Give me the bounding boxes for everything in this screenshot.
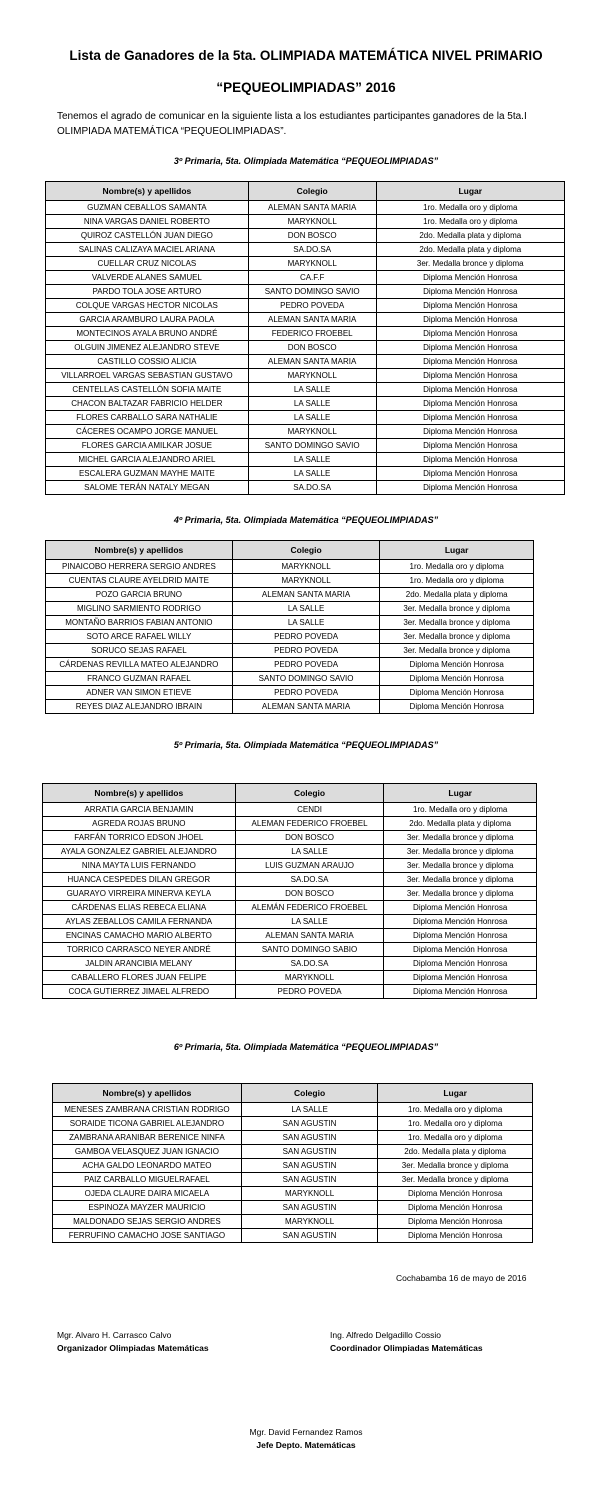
cell-school: SAN AGUSTIN [241, 1131, 377, 1145]
document-title: Lista de Ganadores de la 5ta. OLIMPIADA MATEMÁTICA NIVEL PRIMARIO [69, 48, 543, 63]
cell-place: 1ro. Medalla oro y diploma [380, 574, 534, 588]
header-name: Nombre(s) y apellidos [46, 541, 233, 560]
table-row [46, 243, 565, 257]
cell-school: ALEMAN SANTA MARIA [235, 929, 384, 943]
table-row [46, 355, 565, 369]
signature-role: Jefe Depto. Matemáticas [256, 1440, 356, 1450]
table-row [46, 327, 565, 341]
cell-name: VALVERDE ALANES SAMUEL [46, 271, 249, 285]
table-row [43, 901, 537, 915]
cell-place: 1ro. Medalla oro y diploma [380, 560, 534, 574]
cell-place: 2do. Medalla plata y diploma [378, 1145, 533, 1159]
cell-name: CÁCERES OCAMPO JORGE MANUEL [46, 425, 249, 439]
table-row [46, 369, 565, 383]
cell-place: 1ro. Medalla oro y diploma [378, 1117, 533, 1131]
cell-name: FERRUFINO CAMACHO JOSE SANTIAGO [53, 1229, 242, 1243]
cell-name: CENTELLAS CASTELLÓN SOFIA MAITE [46, 383, 249, 397]
table-row [46, 271, 565, 285]
table-row [46, 411, 565, 425]
cell-school: CENDI [235, 803, 384, 817]
table-row [46, 299, 565, 313]
table-row [46, 257, 565, 271]
table-row [53, 1173, 533, 1187]
signature-name: Mgr. David Fernandez Ramos [249, 1427, 363, 1437]
cell-school: MARYKNOLL [232, 574, 380, 588]
cell-place: Diploma Mención Honrosa [376, 397, 564, 411]
cell-school: PEDRO POVEDA [232, 644, 380, 658]
cell-name: COLQUE VARGAS HECTOR NICOLAS [46, 299, 249, 313]
cell-school: MARYKNOLL [248, 257, 376, 271]
table-row [46, 383, 565, 397]
table-row [46, 341, 565, 355]
table-row [46, 658, 534, 672]
cell-school: MARYKNOLL [241, 1187, 377, 1201]
cell-school: SANTO DOMINGO SAVIO [248, 439, 376, 453]
cell-place: Diploma Mención Honrosa [376, 341, 564, 355]
cell-place: 3er. Medalla bronce y diploma [384, 887, 537, 901]
cell-name: HUANCA CESPEDES DILAN GREGOR [43, 873, 236, 887]
cell-school: SA.DO.SA [235, 957, 384, 971]
cell-place: Diploma Mención Honrosa [380, 658, 534, 672]
table-row [43, 803, 537, 817]
cell-place: Diploma Mención Honrosa [384, 901, 537, 915]
table-row [46, 686, 534, 700]
cell-place: Diploma Mención Honrosa [378, 1187, 533, 1201]
section-title-3rd-grade: 3º Primaria, 5ta. Olimpiada Matemática “PEQUEOLIMPIADAS” [173, 156, 439, 166]
cell-name: NINA VARGAS DANIEL ROBERTO [46, 215, 249, 229]
cell-name: AGREDA ROJAS BRUNO [43, 817, 236, 831]
cell-school: SANTO DOMINGO SAVIO [248, 285, 376, 299]
cell-place: 3er. Medalla bronce y diploma [378, 1173, 533, 1187]
cell-place: 1ro. Medalla oro y diploma [378, 1103, 533, 1117]
signature-organizer [57, 1330, 209, 1353]
cell-place: 3er. Medalla bronce y diploma [380, 602, 534, 616]
section-title-4th-grade: 4º Primaria, 5ta. Olimpiada Matemática “PEQUEOLIMPIADAS” [173, 515, 439, 525]
document-date: Cochabamba 16 de mayo de 2016 [396, 1273, 527, 1283]
table-row [46, 425, 565, 439]
table-row [43, 985, 537, 999]
cell-place: 3er. Medalla bronce y diploma [384, 845, 537, 859]
cell-name: NINA MAYTA LUIS FERNANDO [43, 859, 236, 873]
cell-place: Diploma Mención Honrosa [380, 700, 534, 714]
cell-place: 3er. Medalla bronce y diploma [384, 831, 537, 845]
cell-school: ALEMAN SANTA MARIA [248, 313, 376, 327]
cell-place: Diploma Mención Honrosa [378, 1201, 533, 1215]
cell-place: 1ro. Medalla oro y diploma [384, 803, 537, 817]
cell-school: PEDRO POVEDA [232, 630, 380, 644]
cell-place: Diploma Mención Honrosa [376, 383, 564, 397]
cell-place: 2do. Medalla plata y diploma [384, 817, 537, 831]
cell-school: SAN AGUSTIN [241, 1145, 377, 1159]
cell-place: Diploma Mención Honrosa [376, 299, 564, 313]
table-row [46, 644, 534, 658]
cell-place: Diploma Mención Honrosa [384, 915, 537, 929]
table-row [46, 588, 534, 602]
cell-school: LA SALLE [232, 616, 380, 630]
cell-name: SORUCO SEJAS RAFAEL [46, 644, 233, 658]
table-row [43, 845, 537, 859]
cell-name: FARFÁN TORRICO EDSON JHOEL [43, 831, 236, 845]
cell-name: MONTECINOS AYALA BRUNO ANDRÉ [46, 327, 249, 341]
cell-school: MARYKNOLL [235, 971, 384, 985]
table-row [46, 201, 565, 215]
cell-name: AYLAS ZEBALLOS CAMILA FERNANDA [43, 915, 236, 929]
cell-place: 1ro. Medalla oro y diploma [378, 1131, 533, 1145]
table-row [46, 285, 565, 299]
cell-place: Diploma Mención Honrosa [380, 686, 534, 700]
cell-place: 3er. Medalla bronce y diploma [380, 630, 534, 644]
cell-school: ALEMAN SANTA MARIA [232, 588, 380, 602]
cell-school: ALEMAN SANTA MARIA [248, 355, 376, 369]
table-row [46, 313, 565, 327]
cell-place: Diploma Mención Honrosa [376, 313, 564, 327]
cell-place: Diploma Mención Honrosa [384, 985, 537, 999]
table-row [46, 630, 534, 644]
header-name: Nombre(s) y apellidos [46, 182, 249, 201]
header-school: Colegio [248, 182, 376, 201]
winners-table-4th-grade [45, 540, 534, 714]
signature-department-head [0, 1427, 612, 1450]
cell-name: ZAMBRANA ARANIBAR BERENICE NINFA [53, 1131, 242, 1145]
cell-name: ADNER VAN SIMON ETIEVE [46, 686, 233, 700]
winners-table-5th-grade [42, 783, 537, 999]
table-header-row [46, 541, 534, 560]
cell-school: MARYKNOLL [232, 560, 380, 574]
cell-school: CA.F.F [248, 271, 376, 285]
cell-school: MARYKNOLL [241, 1215, 377, 1229]
table-row [46, 700, 534, 714]
cell-place: Diploma Mención Honrosa [378, 1229, 533, 1243]
cell-place: 1ro. Medalla oro y diploma [376, 215, 564, 229]
cell-school: LA SALLE [248, 383, 376, 397]
table-row [43, 887, 537, 901]
header-name: Nombre(s) y apellidos [53, 1084, 242, 1103]
table-header-row [53, 1084, 533, 1103]
cell-name: PAIZ CARBALLO MIGUELRAFAEL [53, 1173, 242, 1187]
cell-name: GARCIA ARAMBURO LAURA PAOLA [46, 313, 249, 327]
table-row [53, 1103, 533, 1117]
cell-name: CÁRDENAS REVILLA MATEO ALEJANDRO [46, 658, 233, 672]
cell-name: COCA GUTIERREZ JIMAEL ALFREDO [43, 985, 236, 999]
table-row [43, 943, 537, 957]
header-place: Lugar [380, 541, 534, 560]
table-row [53, 1229, 533, 1243]
cell-school: LA SALLE [235, 845, 384, 859]
cell-name: PINAICOBO HERRERA SERGIO ANDRES [46, 560, 233, 574]
cell-name: SALINAS CALIZAYA MACIEL ARIANA [46, 243, 249, 257]
table-row [46, 481, 565, 495]
cell-place: Diploma Mención Honrosa [384, 943, 537, 957]
cell-place: Diploma Mención Honrosa [380, 672, 534, 686]
cell-name: ARRATIA GARCIA BENJAMIN [43, 803, 236, 817]
cell-name: SORAIDE TICONA GABRIEL ALEJANDRO [53, 1117, 242, 1131]
table-row [53, 1187, 533, 1201]
cell-name: PARDO TOLA JOSE ARTURO [46, 285, 249, 299]
cell-school: PEDRO POVEDA [235, 985, 384, 999]
cell-school: SAN AGUSTIN [241, 1201, 377, 1215]
cell-school: LA SALLE [241, 1103, 377, 1117]
section-title-5th-grade: 5º Primaria, 5ta. Olimpiada Matemática “PEQUEOLIMPIADAS” [173, 740, 439, 750]
winners-table-3rd-grade [45, 181, 565, 495]
table-row [46, 560, 534, 574]
header-place: Lugar [376, 182, 564, 201]
table-row [43, 859, 537, 873]
cell-school: MARYKNOLL [248, 369, 376, 383]
table-row [53, 1117, 533, 1131]
cell-school: PEDRO POVEDA [232, 658, 380, 672]
cell-name: MICHEL GARCIA ALEJANDRO ARIEL [46, 453, 249, 467]
cell-school: SAN AGUSTIN [241, 1173, 377, 1187]
header-school: Colegio [241, 1084, 377, 1103]
cell-name: SALOME TERÁN NATALY MEGAN [46, 481, 249, 495]
header-name: Nombre(s) y apellidos [43, 784, 236, 803]
cell-place: Diploma Mención Honrosa [376, 481, 564, 495]
cell-school: LA SALLE [248, 467, 376, 481]
table-row [46, 574, 534, 588]
cell-place: Diploma Mención Honrosa [384, 957, 537, 971]
cell-name: JALDIN ARANCIBIA MELANY [43, 957, 236, 971]
cell-name: TORRICO CARRASCO NEYER ANDRÉ [43, 943, 236, 957]
cell-place: 2do. Medalla plata y diploma [376, 229, 564, 243]
cell-name: MENESES ZAMBRANA CRISTIAN RODRIGO [53, 1103, 242, 1117]
cell-name: REYES DIAZ ALEJANDRO IBRAIN [46, 700, 233, 714]
cell-school: LA SALLE [248, 453, 376, 467]
cell-name: AYALA GONZALEZ GABRIEL ALEJANDRO [43, 845, 236, 859]
cell-name: CASTILLO COSSIO ALICIA [46, 355, 249, 369]
cell-school: SA.DO.SA [248, 481, 376, 495]
cell-place: 1ro. Medalla oro y diploma [376, 201, 564, 215]
cell-place: Diploma Mención Honrosa [378, 1215, 533, 1229]
cell-name: ACHA GALDO LEONARDO MATEO [53, 1159, 242, 1173]
cell-place: Diploma Mención Honrosa [376, 467, 564, 481]
cell-school: LA SALLE [248, 411, 376, 425]
cell-school: LA SALLE [248, 397, 376, 411]
cell-name: VILLARROEL VARGAS SEBASTIAN GUSTAVO [46, 369, 249, 383]
table-row [43, 971, 537, 985]
cell-place: 3er. Medalla bronce y diploma [376, 257, 564, 271]
cell-school: DON BOSCO [235, 831, 384, 845]
cell-school: LA SALLE [235, 915, 384, 929]
table-row [46, 453, 565, 467]
cell-place: 3er. Medalla bronce y diploma [380, 644, 534, 658]
cell-school: SAN AGUSTIN [241, 1159, 377, 1173]
cell-school: DON BOSCO [235, 887, 384, 901]
signature-role: Organizador Olimpiadas Matemáticas [57, 1343, 209, 1353]
cell-school: SANTO DOMINGO SAVIO [232, 672, 380, 686]
cell-name: CHACON BALTAZAR FABRICIO HELDER [46, 397, 249, 411]
cell-place: 3er. Medalla bronce y diploma [384, 859, 537, 873]
cell-name: OJEDA CLAURE DAIRA MICAELA [53, 1187, 242, 1201]
cell-name: QUIROZ CASTELLÓN JUAN DIEGO [46, 229, 249, 243]
table-row [53, 1159, 533, 1173]
cell-school: SA.DO.SA [235, 873, 384, 887]
section-title-6th-grade: 6º Primaria, 5ta. Olimpiada Matemática “PEQUEOLIMPIADAS” [173, 1042, 439, 1052]
table-row [46, 229, 565, 243]
table-row [53, 1131, 533, 1145]
cell-place: 2do. Medalla plata y diploma [380, 588, 534, 602]
cell-place: 3er. Medalla bronce y diploma [384, 873, 537, 887]
cell-name: GUZMAN CEBALLOS SAMANTA [46, 201, 249, 215]
cell-place: Diploma Mención Honrosa [376, 271, 564, 285]
cell-name: CÁRDENAS ELIAS REBECA ELIANA [43, 901, 236, 915]
table-row [46, 467, 565, 481]
cell-place: Diploma Mención Honrosa [376, 355, 564, 369]
cell-name: FRANCO GUZMAN RAFAEL [46, 672, 233, 686]
cell-place: Diploma Mención Honrosa [376, 425, 564, 439]
header-place: Lugar [378, 1084, 533, 1103]
header-place: Lugar [384, 784, 537, 803]
cell-school: LA SALLE [232, 602, 380, 616]
cell-place: Diploma Mención Honrosa [376, 327, 564, 341]
cell-name: CUENTAS CLAURE AYELDRID MAITE [46, 574, 233, 588]
cell-place: 2do. Medalla plata y diploma [376, 243, 564, 257]
cell-school: DON BOSCO [248, 341, 376, 355]
signature-name: Ing. Alfredo Delgadillo Cossio [330, 1330, 442, 1340]
table-row [46, 439, 565, 453]
table-row [46, 397, 565, 411]
cell-name: CUELLAR CRUZ NICOLAS [46, 257, 249, 271]
cell-place: Diploma Mención Honrosa [384, 971, 537, 985]
cell-name: FLORES CARBALLO SARA NATHALIE [46, 411, 249, 425]
cell-school: FEDERICO FROEBEL [248, 327, 376, 341]
cell-place: Diploma Mención Honrosa [376, 411, 564, 425]
table-header-row [46, 182, 565, 201]
cell-school: SA.DO.SA [248, 243, 376, 257]
cell-name: MONTAÑO BARRIOS FABIAN ANTONIO [46, 616, 233, 630]
cell-school: ALEMAN SANTA MARIA [248, 201, 376, 215]
cell-school: DON BOSCO [248, 229, 376, 243]
cell-place: 3er. Medalla bronce y diploma [380, 616, 534, 630]
table-row [43, 915, 537, 929]
cell-name: ESPINOZA MAYZER MAURICIO [53, 1201, 242, 1215]
cell-place: Diploma Mención Honrosa [376, 285, 564, 299]
table-row [53, 1145, 533, 1159]
cell-school: PEDRO POVEDA [232, 686, 380, 700]
table-row [46, 602, 534, 616]
signature-name: Mgr. Alvaro H. Carrasco Calvo [57, 1330, 172, 1340]
cell-name: GUARAYO VIRREIRA MINERVA KEYLA [43, 887, 236, 901]
table-row [46, 215, 565, 229]
intro-paragraph: Tenemos el agrado de comunicar en la siguiente lista a los estudiantes participantes ganadores de la 5ta.I OLIMPIADA MATEMÁTICA “PEQUEOLIMPIADAS”. [57, 111, 527, 137]
table-row [43, 929, 537, 943]
cell-school: MARYKNOLL [248, 425, 376, 439]
table-row [43, 817, 537, 831]
cell-school: ALEMAN SANTA MARIA [232, 700, 380, 714]
cell-name: OLGUIN JIMENEZ ALEJANDRO STEVE [46, 341, 249, 355]
header-school: Colegio [232, 541, 380, 560]
cell-school: ALEMAN FEDERICO FROEBEL [235, 817, 384, 831]
cell-name: MIGLINO SARMIENTO RODRIGO [46, 602, 233, 616]
table-row [43, 957, 537, 971]
table-header-row [43, 784, 537, 803]
cell-name: SOTO ARCE RAFAEL WILLY [46, 630, 233, 644]
cell-place: Diploma Mención Honrosa [384, 929, 537, 943]
cell-name: FLORES GARCIA AMILKAR JOSUE [46, 439, 249, 453]
cell-name: GAMBOA VELASQUEZ JUAN IGNACIO [53, 1145, 242, 1159]
table-row [53, 1201, 533, 1215]
table-row [53, 1215, 533, 1229]
signature-coordinator [330, 1330, 483, 1353]
cell-school: PEDRO POVEDA [248, 299, 376, 313]
table-row [46, 672, 534, 686]
cell-place: Diploma Mención Honrosa [376, 369, 564, 383]
cell-school: SAN AGUSTIN [241, 1229, 377, 1243]
cell-name: CABALLERO FLORES JUAN FELIPE [43, 971, 236, 985]
cell-school: SANTO DOMINGO SABIO [235, 943, 384, 957]
winners-table-6th-grade [52, 1083, 533, 1243]
cell-place: Diploma Mención Honrosa [376, 453, 564, 467]
cell-place: Diploma Mención Honrosa [376, 439, 564, 453]
cell-name: ENCINAS CAMACHO MARIO ALBERTO [43, 929, 236, 943]
cell-school: LUIS GUZMAN ARAUJO [235, 859, 384, 873]
document-subtitle: “PEQUEOLIMPIADAS” 2016 [216, 80, 396, 95]
cell-name: ESCALERA GUZMAN MAYHE MAITE [46, 467, 249, 481]
table-row [43, 831, 537, 845]
cell-school: MARYKNOLL [248, 215, 376, 229]
cell-school: SAN AGUSTIN [241, 1117, 377, 1131]
cell-name: POZO GARCIA BRUNO [46, 588, 233, 602]
table-row [46, 616, 534, 630]
header-school: Colegio [235, 784, 384, 803]
signature-role: Coordinador Olimpiadas Matemáticas [330, 1343, 483, 1353]
table-row [43, 873, 537, 887]
cell-name: MALDONADO SEJAS SERGIO ANDRES [53, 1215, 242, 1229]
cell-school: ALEMÁN FEDERICO FROEBEL [235, 901, 384, 915]
cell-place: 3er. Medalla bronce y diploma [378, 1159, 533, 1173]
